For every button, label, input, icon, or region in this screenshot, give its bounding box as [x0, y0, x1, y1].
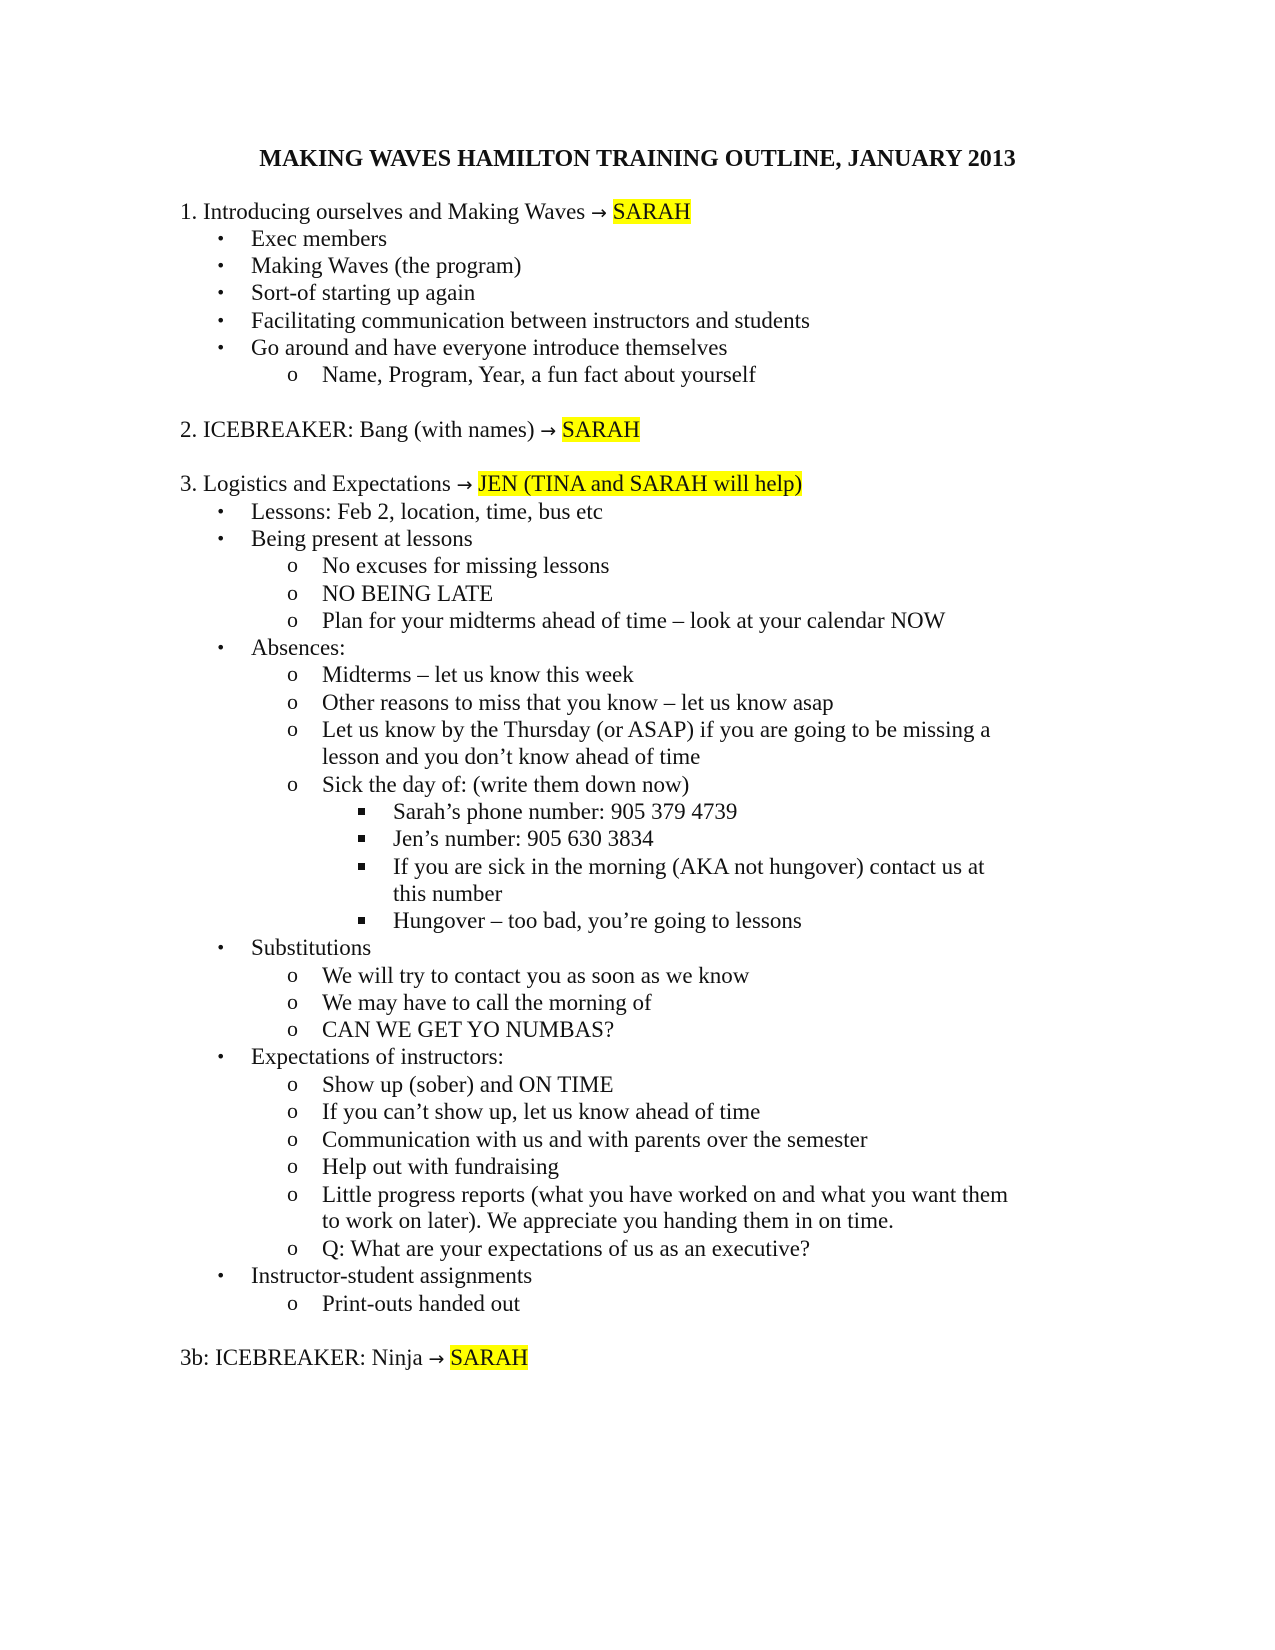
list-item-continuation: to work on later). We appreciate you handing them in on time. [322, 1208, 894, 1233]
list-item: Hungover – too bad, you’re going to lessons [393, 908, 802, 933]
list-item: Name, Program, Year, a fun fact about yourself [322, 362, 757, 387]
list-item: Being present at lessons [251, 526, 473, 551]
circle-bullet-icon: o [287, 1153, 298, 1178]
lead-highlight: SARAH [450, 1345, 529, 1370]
section-3-heading: 3. Logistics and Expectations → JEN (TINA and SARAH will help) [180, 471, 803, 496]
square-bullet-icon [358, 835, 365, 842]
lead-highlight: SARAH [612, 199, 691, 224]
list-item: Show up (sober) and ON TIME [322, 1072, 614, 1097]
list-item: Exec members [251, 226, 388, 251]
list-item-continuation: lesson and you don’t know ahead of time [322, 744, 701, 769]
list-item: Sick the day of: (write them down now) [322, 772, 690, 797]
list-item: Midterms – let us know this week [322, 662, 634, 687]
bullet-icon: • [216, 502, 226, 521]
circle-bullet-icon: o [287, 552, 298, 577]
section-2-heading: 2. ICEBREAKER: Bang (with names) → SARAH [180, 417, 640, 442]
list-item: Sort-of starting up again [251, 280, 476, 305]
bullet-icon: • [216, 311, 226, 330]
circle-bullet-icon: o [287, 607, 298, 632]
bullet-icon: • [216, 1047, 226, 1066]
bullet-icon: • [216, 1266, 226, 1285]
list-item: CAN WE GET YO NUMBAS? [322, 1017, 615, 1042]
list-item: Substitutions [251, 935, 372, 960]
section-3b-heading: 3b: ICEBREAKER: Ninja → SARAH [180, 1345, 529, 1370]
list-item: Expectations of instructors: [251, 1044, 504, 1069]
bullet-icon: • [216, 229, 226, 248]
circle-bullet-icon: o [287, 716, 298, 741]
bullet-icon: • [216, 256, 226, 275]
list-item: Q: What are your expectations of us as an executive? [322, 1236, 811, 1261]
list-item: Plan for your midterms ahead of time – look at your calendar NOW [322, 608, 946, 633]
circle-bullet-icon: o [287, 1181, 298, 1206]
square-bullet-icon [358, 863, 365, 870]
lead-highlight: JEN (TINA and SARAH will help) [478, 471, 803, 496]
circle-bullet-icon: o [287, 1016, 298, 1041]
right-arrow-icon: → [591, 202, 607, 224]
list-item: Sarah’s phone number: 905 379 4739 [393, 799, 738, 824]
circle-bullet-icon: o [287, 1290, 298, 1315]
list-item: Other reasons to miss that you know – let us know asap [322, 690, 834, 715]
bullet-icon: • [216, 338, 226, 357]
circle-bullet-icon: o [287, 580, 298, 605]
list-item: Little progress reports (what you have worked on and what you want them [322, 1182, 1008, 1207]
right-arrow-icon: → [456, 474, 473, 496]
circle-bullet-icon: o [287, 1098, 298, 1123]
list-item: Print-outs handed out [322, 1291, 521, 1316]
lead-highlight: SARAH [561, 417, 640, 442]
document-title: MAKING WAVES HAMILTON TRAINING OUTLINE, JANUARY 2013 [259, 146, 1016, 172]
list-item: Jen’s number: 905 630 3834 [393, 826, 654, 851]
list-item: Go around and have everyone introduce themselves [251, 335, 728, 360]
right-arrow-icon: → [428, 1348, 445, 1370]
list-item: If you are sick in the morning (AKA not hungover) contact us at [393, 854, 985, 879]
circle-bullet-icon: o [287, 361, 298, 386]
list-item: Communication with us and with parents over the semester [322, 1127, 868, 1152]
square-bullet-icon [358, 917, 365, 924]
list-item: Absences: [251, 635, 346, 660]
bullet-icon: • [216, 283, 226, 302]
square-bullet-icon [358, 808, 365, 815]
circle-bullet-icon: o [287, 661, 298, 686]
circle-bullet-icon: o [287, 989, 298, 1014]
list-item: Facilitating communication between instructors and students [251, 308, 810, 333]
circle-bullet-icon: o [287, 689, 298, 714]
circle-bullet-icon: o [287, 1126, 298, 1151]
section-1-heading: 1. Introducing ourselves and Making Waves → SARAH [180, 199, 691, 224]
list-item: Making Waves (the program) [251, 253, 522, 278]
list-item-continuation: this number [393, 881, 503, 906]
list-item: No excuses for missing lessons [322, 553, 610, 578]
circle-bullet-icon: o [287, 962, 298, 987]
list-item: Let us know by the Thursday (or ASAP) if you are going to be missing a [322, 717, 991, 742]
list-item: Lessons: Feb 2, location, time, bus etc [251, 499, 603, 524]
circle-bullet-icon: o [287, 1071, 298, 1096]
list-item: Instructor-student assignments [251, 1263, 533, 1288]
circle-bullet-icon: o [287, 1235, 298, 1260]
list-item: Help out with fundraising [322, 1154, 559, 1179]
bullet-icon: • [216, 529, 226, 548]
bullet-icon: • [216, 638, 226, 657]
list-item: We may have to call the morning of [322, 990, 652, 1015]
list-item: We will try to contact you as soon as we know [322, 963, 750, 988]
right-arrow-icon: → [540, 420, 557, 442]
circle-bullet-icon: o [287, 771, 298, 796]
bullet-icon: • [216, 938, 226, 957]
list-item: If you can’t show up, let us know ahead of time [322, 1099, 761, 1124]
list-item: NO BEING LATE [322, 581, 494, 606]
